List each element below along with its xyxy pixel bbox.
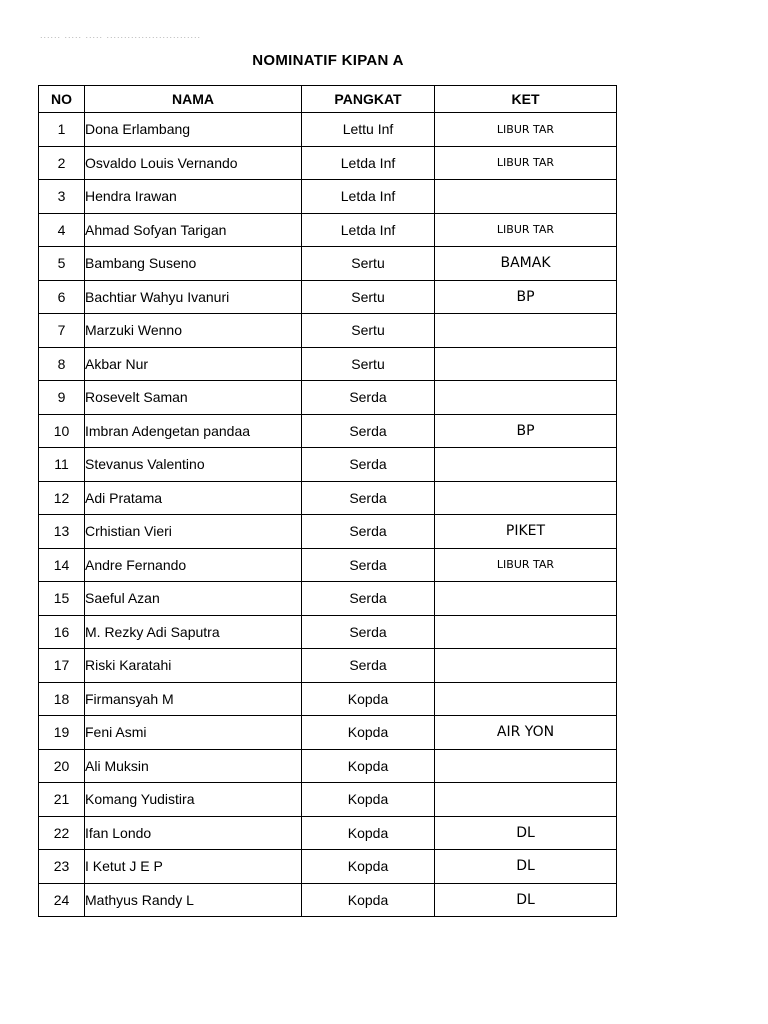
table-row — [39, 816, 617, 850]
row-name: Imbran Adengetan pandaa — [85, 414, 302, 448]
row-ket — [435, 381, 617, 415]
row-rank: Sertu — [302, 314, 435, 348]
row-rank: Serda — [302, 615, 435, 649]
row-rank: Kopda — [302, 716, 435, 750]
row-number: 4 — [39, 213, 85, 247]
row-number: 23 — [39, 850, 85, 884]
table-row — [39, 783, 617, 817]
row-name: Dona Erlambang — [85, 113, 302, 147]
row-number: 18 — [39, 682, 85, 716]
row-name: Komang Yudistira — [85, 783, 302, 817]
table-row — [39, 280, 617, 314]
row-number: 7 — [39, 314, 85, 348]
row-name: Stevanus Valentino — [85, 448, 302, 482]
row-name: Osvaldo Louis Vernando — [85, 146, 302, 180]
row-name: Marzuki Wenno — [85, 314, 302, 348]
row-name: Firmansyah M — [85, 682, 302, 716]
row-rank: Kopda — [302, 783, 435, 817]
row-rank: Sertu — [302, 247, 435, 281]
row-ket — [435, 682, 617, 716]
row-name: Andre Fernando — [85, 548, 302, 582]
table-row — [39, 347, 617, 381]
row-ket: DL — [435, 850, 617, 884]
table-row — [39, 883, 617, 917]
row-ket: LIBUR TAR — [435, 113, 617, 147]
row-ket: DL — [435, 816, 617, 850]
table-row — [39, 448, 617, 482]
row-ket — [435, 749, 617, 783]
row-rank: Letda Inf — [302, 180, 435, 214]
row-rank: Serda — [302, 548, 435, 582]
row-ket: BP — [435, 414, 617, 448]
row-ket — [435, 481, 617, 515]
row-number: 6 — [39, 280, 85, 314]
row-ket — [435, 649, 617, 683]
row-ket — [435, 582, 617, 616]
row-rank: Lettu Inf — [302, 113, 435, 147]
row-number: 15 — [39, 582, 85, 616]
table-row — [39, 113, 617, 147]
table-row — [39, 850, 617, 884]
row-name: Saeful Azan — [85, 582, 302, 616]
table-row — [39, 515, 617, 549]
column-header-rank: PANGKAT — [302, 86, 435, 113]
table-row — [39, 649, 617, 683]
row-number: 5 — [39, 247, 85, 281]
row-ket — [435, 314, 617, 348]
table-row — [39, 481, 617, 515]
row-rank: Serda — [302, 582, 435, 616]
row-name: Akbar Nur — [85, 347, 302, 381]
row-number: 24 — [39, 883, 85, 917]
row-name: Mathyus Randy L — [85, 883, 302, 917]
row-name: Riski Karatahi — [85, 649, 302, 683]
column-header-no: NO — [39, 86, 85, 113]
row-number: 21 — [39, 783, 85, 817]
row-ket — [435, 615, 617, 649]
row-number: 2 — [39, 146, 85, 180]
row-name: Adi Pratama — [85, 481, 302, 515]
row-name: Crhistian Vieri — [85, 515, 302, 549]
row-number: 13 — [39, 515, 85, 549]
row-number: 9 — [39, 381, 85, 415]
document-title: NOMINATIF KIPAN A — [252, 52, 404, 69]
table-row — [39, 749, 617, 783]
table-row — [39, 146, 617, 180]
column-header-name: NAMA — [85, 86, 302, 113]
table-row — [39, 582, 617, 616]
row-rank: Kopda — [302, 850, 435, 884]
row-ket: AIR YON — [435, 716, 617, 750]
row-rank: Serda — [302, 448, 435, 482]
row-number: 8 — [39, 347, 85, 381]
table-row — [39, 381, 617, 415]
row-name: Bambang Suseno — [85, 247, 302, 281]
row-rank: Kopda — [302, 682, 435, 716]
row-rank: Serda — [302, 481, 435, 515]
row-number: 16 — [39, 615, 85, 649]
column-header-ket: KET — [435, 86, 617, 113]
row-ket: LIBUR TAR — [435, 548, 617, 582]
table-body — [39, 113, 617, 917]
row-name: Feni Asmi — [85, 716, 302, 750]
row-rank: Serda — [302, 515, 435, 549]
table-row — [39, 615, 617, 649]
table-row — [39, 213, 617, 247]
table-header-row — [39, 86, 617, 113]
row-ket: BP — [435, 280, 617, 314]
row-number: 11 — [39, 448, 85, 482]
row-ket: PIKET — [435, 515, 617, 549]
row-ket — [435, 783, 617, 817]
row-number: 17 — [39, 649, 85, 683]
row-rank: Kopda — [302, 883, 435, 917]
row-rank: Sertu — [302, 280, 435, 314]
row-rank: Sertu — [302, 347, 435, 381]
row-number: 10 — [39, 414, 85, 448]
row-name: Hendra Irawan — [85, 180, 302, 214]
row-number: 19 — [39, 716, 85, 750]
row-number: 12 — [39, 481, 85, 515]
row-rank: Letda Inf — [302, 213, 435, 247]
row-rank: Serda — [302, 649, 435, 683]
row-name: Bachtiar Wahyu Ivanuri — [85, 280, 302, 314]
row-name: Ifan Londo — [85, 816, 302, 850]
row-ket: BAMAK — [435, 247, 617, 281]
table-row — [39, 314, 617, 348]
row-rank: Serda — [302, 381, 435, 415]
row-ket — [435, 448, 617, 482]
row-name: I Ketut J E P — [85, 850, 302, 884]
row-number: 1 — [39, 113, 85, 147]
row-ket — [435, 347, 617, 381]
row-number: 20 — [39, 749, 85, 783]
table-row — [39, 716, 617, 750]
faint-header-text: ...... ..... ..... ........................... — [40, 30, 202, 40]
row-number: 3 — [39, 180, 85, 214]
row-rank: Kopda — [302, 816, 435, 850]
row-number: 22 — [39, 816, 85, 850]
personnel-table — [38, 85, 617, 917]
table-row — [39, 682, 617, 716]
row-name: M. Rezky Adi Saputra — [85, 615, 302, 649]
row-number: 14 — [39, 548, 85, 582]
row-rank: Letda Inf — [302, 146, 435, 180]
table-row — [39, 548, 617, 582]
table-row — [39, 180, 617, 214]
row-rank: Kopda — [302, 749, 435, 783]
row-rank: Serda — [302, 414, 435, 448]
row-ket: LIBUR TAR — [435, 146, 617, 180]
row-name: Ali Muksin — [85, 749, 302, 783]
table-row — [39, 414, 617, 448]
row-name: Rosevelt Saman — [85, 381, 302, 415]
row-name: Ahmad Sofyan Tarigan — [85, 213, 302, 247]
table-row — [39, 247, 617, 281]
row-ket: LIBUR TAR — [435, 213, 617, 247]
row-ket: DL — [435, 883, 617, 917]
row-ket — [435, 180, 617, 214]
